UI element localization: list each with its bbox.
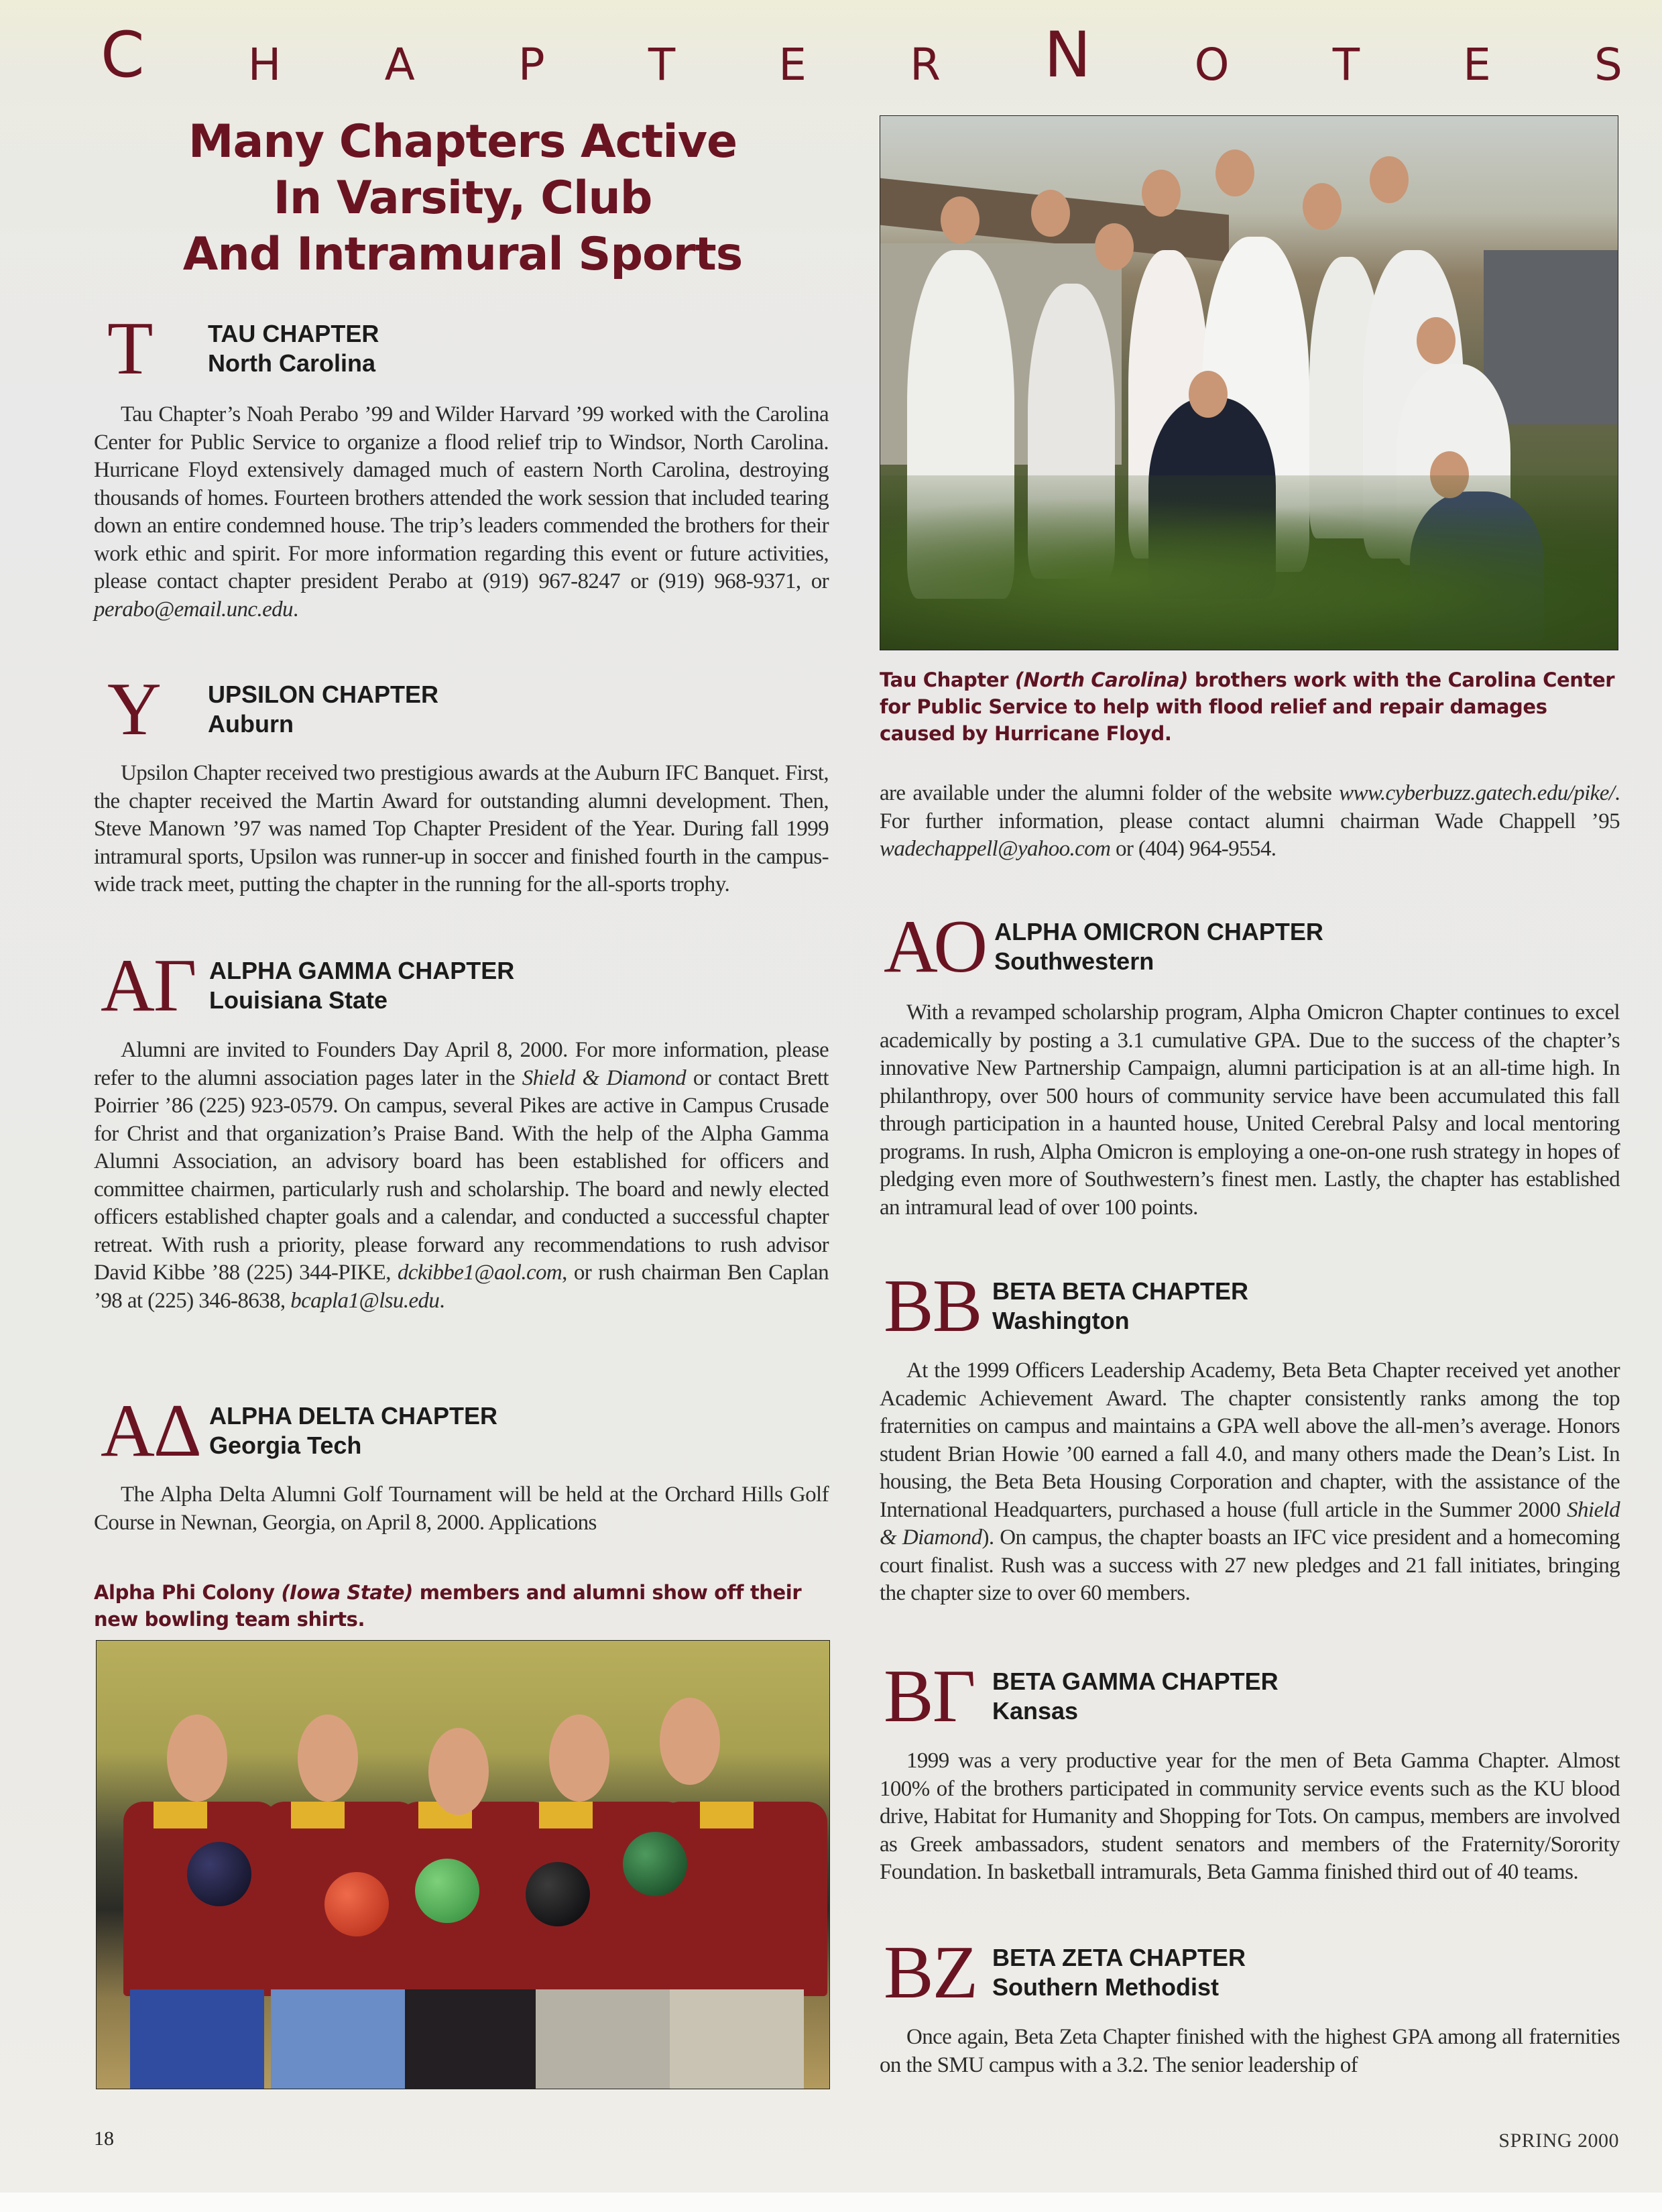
chapter-body-alpha-delta-continued: are available under the alumni folder of the website www.cyberbuzz.gatech.edu/pike/. For further information, please contact alumni chairman Wade Chappell ’95 wadechappell@yahoo.com or (404) 964-9554. — [880, 781, 1620, 861]
figure-head — [941, 196, 980, 243]
figure-head — [1417, 317, 1456, 364]
chapter-name: BETA ZETA CHAPTER — [992, 1944, 1246, 1971]
page-number: 18 — [94, 2128, 114, 2150]
masthead-letter: C — [101, 19, 145, 92]
chapter-name: ALPHA OMICRON CHAPTER — [994, 918, 1323, 945]
greek-letters: ΒΖ — [884, 1931, 977, 2014]
figure-pants — [670, 1989, 804, 2089]
masthead-letter: A — [384, 39, 415, 91]
issue-label: SPRING 2000 — [1498, 2130, 1619, 2152]
chapter-body-alpha-omicron: With a revamped scholarship program, Alpha Omicron Chapter continues to excel academically by posting a 3.1 cumulative GPA. Due to the success of the chapter’s innovative New Partnership Campaign, alumni participation is at an all-time high. In philanthropy, over 500 hours of community service have been accumulated this fall through participation in a haunted house, United Cerebral Palsy and local mentoring programs. In rush, Alpha Omicron is employing a one-on-one rush strategy in hopes of pledging even more of Southwestern’s finest men. Lastly, the chapter has established an intramural lead of over 100 points. — [880, 1000, 1620, 1220]
masthead-letter: N — [1044, 19, 1091, 92]
figure-face — [428, 1728, 489, 1815]
figure-shirt — [660, 1802, 827, 1996]
bowling-ball — [187, 1842, 251, 1906]
figure-face — [660, 1698, 720, 1785]
chapter-header-alpha-gamma — [101, 944, 515, 1027]
figure-head — [1142, 170, 1181, 217]
publication-title: Shield & Diamond — [880, 1497, 1620, 1550]
chapter-header-beta-zeta — [884, 1931, 1246, 2014]
chapter-body-beta-gamma: 1999 was a very productive year for the men of Beta Gamma Chapter. Almost 100% of the brothers participated in community service events such as the KU blood drive, Habitat for Humanity and Shopping for Tots. On campus, members are involved as Greek ambassadors, student senators and members of the Fraternity/Sorority Foundation. In basketball intramurals, Beta Gamma finished third out of 40 teams. — [880, 1749, 1620, 1884]
photo-tau-chapter-flood-relief — [880, 115, 1618, 650]
chapter-school: Southwestern — [994, 947, 1154, 975]
greek-letters: ΑΟ — [884, 905, 987, 988]
building-shed — [1484, 250, 1618, 424]
figure-face — [298, 1714, 358, 1802]
figure-collar — [539, 1802, 593, 1828]
headline-line: In Varsity, Club — [273, 172, 652, 225]
chapter-body-alpha-delta: The Alpha Delta Alumni Golf Tournament will be held at the Orchard Hills Golf Course in Newnan, Georgia, on April 8, 2000. Applications — [94, 1482, 829, 1535]
chapter-header-alpha-omicron — [884, 905, 1323, 988]
page-edge — [0, 2193, 1662, 2212]
chapter-name: BETA GAMMA CHAPTER — [992, 1668, 1279, 1695]
chapter-body-upsilon: Upsilon Chapter received two prestigious awards at the Auburn IFC Banquet. First, the chapter received the Martin Award for outstanding alumni development. Then, Steve Manown ’97 was named Top Chapter President of the Year. During fall 1999 intramural sports, Upsilon was runner-up in soccer and finished fourth in the campus-wide track meet, putting the chapter in the running for the all-sports trophy. — [94, 761, 829, 896]
figure-head — [1370, 156, 1409, 203]
figure-head — [1303, 183, 1342, 230]
chapter-school: Southern Methodist — [992, 1973, 1219, 2001]
greek-letters: Y — [107, 668, 160, 751]
figure-head — [1189, 371, 1228, 418]
email-link[interactable]: dckibbe1@aol.com — [397, 1261, 562, 1285]
chapter-name: BETA BETA CHAPTER — [992, 1277, 1248, 1305]
chapter-school: Auburn — [208, 710, 294, 738]
chapter-header-alpha-delta — [101, 1389, 497, 1472]
chapter-school: Kansas — [992, 1697, 1079, 1725]
greek-letters: T — [107, 307, 152, 390]
chapter-body-alpha-gamma: Alumni are invited to Founders Day April 8, 2000. For more information, please refer to the alumni association pages later in the Shield & Diamond or contact Brett Poirrier ’86 (225) 923-0579. On campus, several Pikes are active in Campus Crusade for Christ and that organization’s Praise Band. With the help of the Alpha Gamma Alumni Association, an advisory board has been established for officers and committee chairmen, particularly rush and scholarship. The board and newly elected officers established chapter goals and a calendar, and conducted a successful chapter retreat. With rush a priority, please forward any recommendations to rush advisor David Kibbe ’88 (225) 344-PIKE, dckibbe1@aol.com, or rush chairman Ben Caplan ’98 at (225) 346-8638, bcapla1@lsu.edu. — [94, 1038, 829, 1313]
greek-letters: ΑΔ — [101, 1389, 200, 1472]
chapter-header-beta-beta — [884, 1265, 1248, 1348]
figure-head — [1215, 150, 1254, 196]
masthead-letter: H — [247, 39, 282, 91]
chapter-header-upsilon — [107, 668, 439, 751]
headline-line: And Intramural Sports — [182, 228, 743, 281]
website-link[interactable]: www.cyberbuzz.gatech.edu/pike/ — [1339, 781, 1615, 805]
masthead-letter: R — [910, 39, 941, 91]
masthead-letter: O — [1194, 39, 1230, 91]
figure-collar — [291, 1802, 345, 1828]
email-link[interactable]: perabo@email.unc.edu — [94, 597, 293, 622]
bowling-ball — [623, 1832, 687, 1896]
figure-collar — [154, 1802, 207, 1828]
masthead-letter: P — [518, 39, 545, 91]
chapter-name: ALPHA GAMMA CHAPTER — [209, 957, 515, 984]
figure-head — [1031, 190, 1070, 237]
figure-collar — [700, 1802, 754, 1828]
figure-pants — [271, 1989, 405, 2089]
chapter-name: UPSILON CHAPTER — [208, 681, 439, 708]
chapter-school: North Carolina — [208, 349, 376, 377]
email-link[interactable]: bcapla1@lsu.edu — [290, 1288, 440, 1313]
photo-caption-bowling: Alpha Phi Colony (Iowa State) members and alumni show off their new bowling team shirts. — [94, 1581, 802, 1631]
article-headline — [101, 114, 825, 283]
chapter-body-tau: Tau Chapter’s Noah Perabo ’99 and Wilder Harvard ’99 worked with the Carolina Center for Public Service to organize a flood relief trip to Windsor, North Carolina. Hurricane Floyd extensively damaged much of eastern North Carolina, destroying thousands of homes. Fourteen brothers attended the work session that included tearing down an entire condemned house. The trip’s leaders commended the brothers for their work ethic and spirit. For more information regarding this event or future activities, please contact chapter president Perabo at (919) 967-8247 or (919) 968-9371, or perabo@email.unc.edu. — [94, 402, 829, 622]
figure-pants — [405, 1989, 539, 2089]
chapter-body-beta-beta: At the 1999 Officers Leadership Academy, Beta Beta Chapter received yet another Academic Achievement Award. The chapter consistently ranks among the top fraternities on campus and maintains a GPA well above the all-men’s average. Honors student Brian Howie ’00 earned a fall 4.0, and many others made the Dean’s List. In housing, the Beta Beta Housing Corporation and chapter, with the assistance of the International Headquarters, purchased a house (full article in the Summer 2000 Shield & Diamond). On campus, the chapter boasts an IFC vice president and a homecoming court finalist. Rush was a success with 27 new pledges and 21 fall initiates, bringing the chapter size to over 60 members. — [880, 1358, 1620, 1605]
chapter-school: Georgia Tech — [209, 1432, 362, 1459]
masthead-letter: S — [1594, 39, 1622, 91]
photo-caption-tau: Tau Chapter (North Carolina) brothers work with the Carolina Center for Public Service to help with flood relief and repair damages caused by Hurricane Floyd. — [880, 668, 1615, 745]
bowling-ball — [526, 1862, 590, 1926]
chapter-header-beta-gamma — [884, 1655, 1279, 1738]
chapter-header-tau — [107, 307, 379, 390]
chapter-name: TAU CHAPTER — [208, 320, 379, 347]
publication-title: Shield & Diamond — [522, 1065, 687, 1090]
greek-letters: ΒΒ — [884, 1265, 982, 1348]
figure-face — [549, 1714, 609, 1802]
figure-face — [167, 1714, 227, 1802]
section-masthead — [101, 19, 1622, 92]
figure-pants — [130, 1989, 264, 2089]
email-link[interactable]: wadechappell@yahoo.com — [880, 837, 1111, 861]
bowling-ball — [415, 1859, 479, 1923]
headline-line: Many Chapters Active — [188, 115, 737, 168]
masthead-letter: E — [1463, 39, 1491, 91]
bowling-ball — [324, 1872, 389, 1936]
greek-letters: ΑΓ — [101, 944, 196, 1027]
chapter-school: Louisiana State — [209, 986, 388, 1014]
greek-letters: ΒΓ — [884, 1655, 975, 1738]
vegetation — [880, 475, 1618, 650]
figure-pants — [536, 1989, 670, 2089]
figure-head — [1095, 223, 1134, 270]
chapter-body-beta-zeta: Once again, Beta Zeta Chapter finished with the highest GPA among all fraternities on the SMU campus with a 3.2. The senior leadership of — [880, 2025, 1620, 2077]
chapter-name: ALPHA DELTA CHAPTER — [209, 1402, 497, 1430]
masthead-letter: T — [1332, 39, 1360, 91]
masthead-letter: E — [778, 39, 807, 91]
photo-bowling-team — [96, 1640, 830, 2089]
chapter-school: Washington — [992, 1307, 1130, 1334]
masthead-letter: T — [648, 39, 676, 91]
